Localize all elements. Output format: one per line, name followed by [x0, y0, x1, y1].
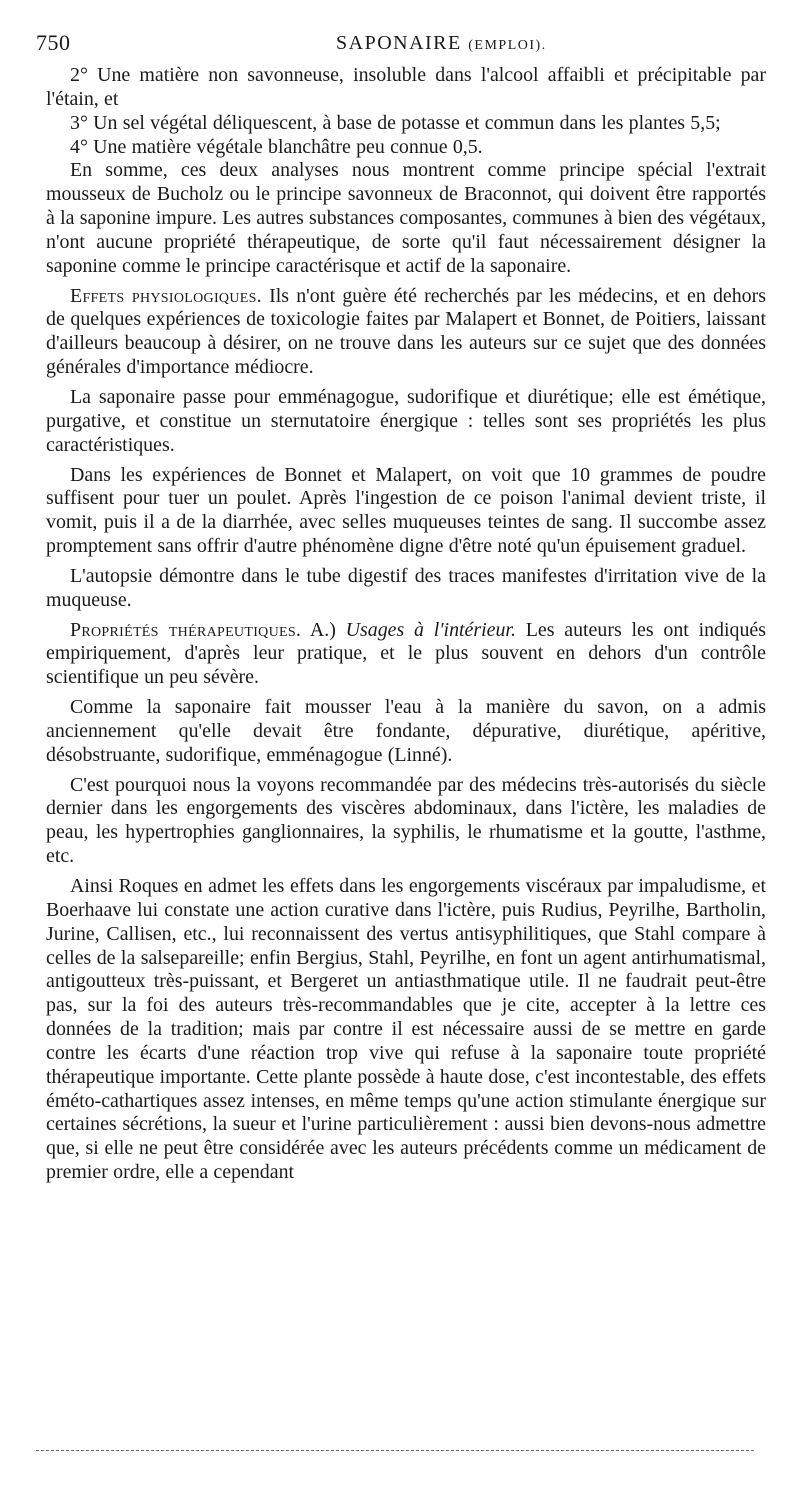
subsection-marker: A.) — [309, 618, 336, 641]
paragraph-text: Dans les expériences de Bonnet et Malapert, on voit que 10 grammes de poudre suffisent pour tuer un poulet. Après l'ingestion de ce poison l'animal devient triste, il vomit, puis il a de la diarrhée, avec selles muqueuses teintes de sang. Il succombe assez promptement sans offrir d'autre phénomène digne d'être noté qu'un épuisement graduel. — [46, 463, 766, 558]
section-heading: Effets physiologiques. — [70, 284, 262, 307]
paragraph-text: Ainsi Roques en admet les effets dans les engorgements viscéraux par impaludisme, et Boerhaave lui constate une action curative dans l'ictère, puis Rudius, Peyrilhe, Bartholin, Jurine, Callisen, etc., lui reconnaissent des vertus antisyphilitiques, que Stahl compare à celles de la salsepareille; enfin Bergius, Stahl, Peyrilhe, en font un agent antirhumatismal, antigoutteux très-puissant, et Bergeret un antiasthmatique utile. Il ne faudrait peut-être pas, sur la foi des auteurs très-recommandables que je cite, accepter à la lettre ces données de la tradition; mais par contre il est nécessaire aussi de se mettre en garde contre les écarts d'une réaction trop vive qui refuse à la saponaire toute propriété thérapeutique importante. Cette plante possède à haute dose, c'est incontestable, des effets éméto-cathartiques assez intenses, en même temps qu'une action stimulante énergique sur certaines sécrétions, la sueur et l'urine particulièrement : aussi bien devons-nous admettre que, si elle ne peut être considérée avec les auteurs précédents comme un médicament de premier ordre, elle a cependant — [46, 875, 766, 1184]
paragraph — [46, 159, 766, 278]
paragraph-text: Ils n'ont guère été recherchés par les médecins, et en dehors de quelques expériences de toxicologie faites par Malapert et Bonnet, de Poitiers, laissant d'ailleurs beaucoup à désirer, on ne trouve dans les auteurs sur ce sujet que des données générales d'importance médiocre. — [46, 284, 766, 379]
paragraph-text: C'est pourquoi nous la voyons recommandée par des médecins très-autorisés du siècle dernier dans les engorgements des viscères abdominaux, dans l'ictère, les maladies de peau, les hypertrophies ganglionnaires, la syphilis, le rhumatisme et la goutte, l'asthme, etc. — [46, 773, 766, 868]
paragraph-text: 2° Une matière non savonneuse, insoluble dans l'alcool affaibli et précipitable par l'étain, et — [46, 64, 766, 110]
paragraph — [46, 386, 766, 458]
paragraph — [46, 112, 766, 136]
paragraph — [46, 619, 766, 691]
paragraph-text: L'autopsie démontre dans le tube digestif des traces manifestes d'irritation vive de la muqueuse. — [46, 564, 766, 611]
paragraph — [46, 696, 766, 768]
paragraph-text: 4° Une matière végétale blanchâtre peu connue 0,5. — [70, 135, 483, 158]
subsection-title: Usages à l'intérieur. — [345, 618, 516, 641]
page-header — [36, 30, 766, 60]
paragraph — [46, 565, 766, 613]
running-title-main: SAPONAIRE — [336, 32, 462, 54]
paragraph — [46, 875, 766, 1185]
body-text — [46, 64, 766, 1185]
paragraph-text: Comme la saponaire fait mousser l'eau à la manière du savon, on a admis anciennement qu'elle devait être fondante, dépurative, diurétique, apéritive, désobstruante, sudorifique, emménagogue (Linné). — [46, 696, 766, 766]
paragraph-text: 3° Un sel végétal déliquescent, à base de potasse et commun dans les plantes 5,5; — [70, 111, 721, 134]
paragraph — [46, 774, 766, 869]
paragraph — [46, 136, 766, 160]
paragraph — [46, 64, 766, 112]
section-heading: Propriétés thérapeutiques. — [70, 618, 302, 641]
paragraph — [46, 464, 766, 559]
paragraph — [46, 285, 766, 380]
footer-rule — [36, 1450, 754, 1451]
running-title — [336, 32, 547, 55]
page-number: 750 — [36, 30, 71, 55]
paragraph-text: En somme, ces deux analyses nous montrent comme principe spécial l'extrait mousseux de Bucholz ou le principe savonneux de Braconnot, qui doivent être rapportés à la saponine impure. Les autres substances composantes, communes à bien des végétaux, n'ont aucune propriété thérapeutique, de sorte qu'il faut nécessairement désigner la saponine comme le principe caractérisque et actif de la saponaire. — [46, 159, 767, 277]
paragraph-text: La saponaire passe pour emménagogue, sudorifique et diurétique; elle est émétique, purgative, et constitue un sternutatoire énergique : telles sont ses propriétés les plus caractéristiques. — [46, 385, 766, 456]
running-title-sub: (EMPLOI). — [468, 38, 547, 53]
paragraph-text: Les auteurs les ont indiqués empiriquement, d'après leur pratique, et le plus souvent en dehors d'un contrôle scientifique un peu sévère. — [46, 618, 766, 689]
